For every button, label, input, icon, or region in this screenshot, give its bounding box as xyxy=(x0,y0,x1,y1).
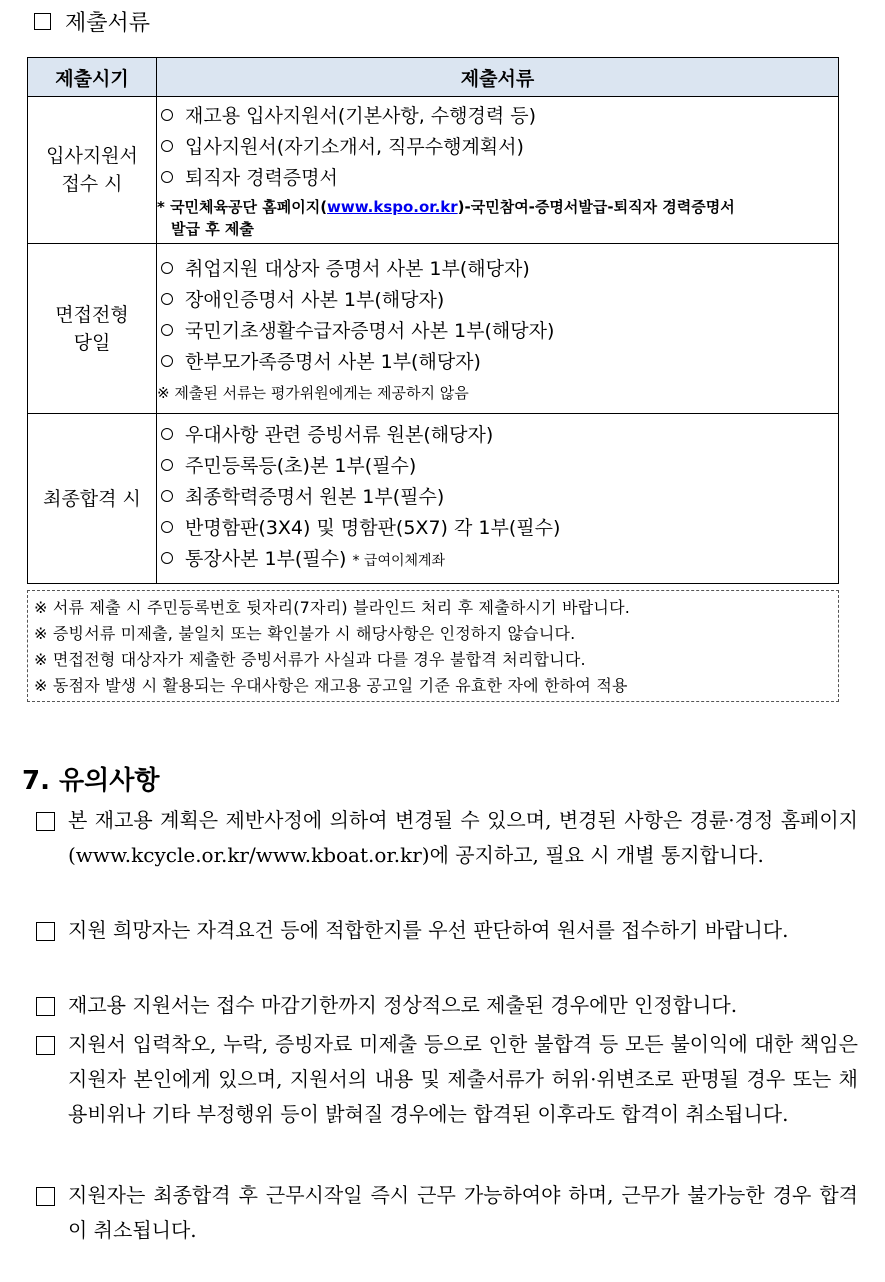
list-item: 국민기초생활수급자증명서 사본 1부(해당자) xyxy=(157,316,838,347)
stage-text: 당일 xyxy=(73,331,111,354)
remarks-box xyxy=(27,590,839,702)
table-row xyxy=(28,244,839,414)
header-documents: 제출서류 xyxy=(157,58,839,97)
remark-line: ※ 동점자 발생 시 활용되는 우대사항은 재고용 공고일 기준 유효한 자에 한하여 적용 xyxy=(34,676,628,695)
caution-text: 지원서 입력착오, 누락, 증빙자료 미제출 등으로 인한 불합격 등 모든 불이익에 대한 책임은 지원자 본인에게 있으며, 지원서의 내용 및 제출서류가 허위·위변조로 판명될 경우 또는 채용비위나 기타 부정행위 등이 밝혀질 경우에는 합격된 이후라도 합격이 취소됩니다. xyxy=(68,1032,858,1126)
caution-text: 본 재고용 계획은 제반사정에 의하여 변경될 수 있으며, 변경된 사항은 경륜·경정 홈페이지(www.kcycle.or.kr/www.kboat.or.kr)에 공지하고, 필요 시 개별 통지합니다. xyxy=(68,808,858,867)
list-item: 우대사항 관련 증빙서류 원본(해당자) xyxy=(157,420,838,451)
table-header-row xyxy=(28,58,839,97)
bullet-circle-icon xyxy=(161,262,173,274)
documents-cell xyxy=(157,414,839,584)
bullet-circle-icon xyxy=(161,490,173,502)
bullet-circle-icon xyxy=(161,324,173,336)
note-text: * 국민체육공단 홈페이지(www.kspo.or.kr)-국민참여-증명서발급-퇴직자 경력증명서 xyxy=(157,197,735,216)
list-item: 한부모가족증명서 사본 1부(해당자) xyxy=(157,347,838,378)
checkbox-icon xyxy=(34,13,51,30)
documents-cell xyxy=(157,244,839,414)
caution-item xyxy=(36,803,858,873)
header-stage: 제출시기 xyxy=(28,58,157,97)
kspo-link[interactable]: www.kspo.or.kr xyxy=(327,197,458,216)
bullet-circle-icon xyxy=(161,293,173,305)
documents-cell xyxy=(157,97,839,244)
caution-item xyxy=(36,913,858,948)
bullet-circle-icon xyxy=(161,428,173,440)
bullet-circle-icon xyxy=(161,355,173,367)
bullet-circle-icon xyxy=(161,140,173,152)
list-item: 취업지원 대상자 증명서 사본 1부(해당자) xyxy=(157,254,838,285)
heading-text: 제출서류 xyxy=(65,11,151,36)
caution-text: 재고용 지원서는 접수 마감기한까지 정상적으로 제출된 경우에만 인정합니다. xyxy=(68,993,738,1017)
bullet-circle-icon xyxy=(161,109,173,121)
list-item: 재고용 입사지원서(기본사항, 수행경력 등) xyxy=(157,101,838,132)
caution-item xyxy=(36,1027,858,1132)
remark-line: ※ 서류 제출 시 주민등록번호 뒷자리(7자리) 블라인드 처리 후 제출하시기 바랍니다. xyxy=(34,598,631,617)
section-heading xyxy=(34,6,150,37)
bullet-circle-icon xyxy=(161,521,173,533)
table-row xyxy=(28,414,839,584)
documents-table xyxy=(27,57,839,584)
stage-cell xyxy=(28,97,157,244)
checkbox-icon xyxy=(36,1187,55,1206)
bullet-circle-icon xyxy=(161,171,173,183)
stage-cell xyxy=(28,414,157,584)
checkbox-icon xyxy=(36,812,55,831)
item-note: * 급여이체계좌 xyxy=(352,553,446,569)
caution-item xyxy=(36,1178,858,1248)
checkbox-icon xyxy=(36,922,55,941)
bullet-circle-icon xyxy=(161,552,173,564)
list-item: 장애인증명서 사본 1부(해당자) xyxy=(157,285,838,316)
table-row xyxy=(28,97,839,244)
section-title: 7. 유의사항 xyxy=(22,766,160,796)
bullet-circle-icon xyxy=(161,459,173,471)
list-item: 통장사본 1부(필수) * 급여이체계좌 xyxy=(157,544,838,577)
list-item: 퇴직자 경력증명서 xyxy=(157,163,838,194)
remark-line: ※ 증빙서류 미제출, 불일치 또는 확인불가 시 해당사항은 인정하지 않습니다. xyxy=(34,624,576,643)
stage-text: 입사지원서 xyxy=(46,145,138,167)
caution-item xyxy=(36,988,858,1023)
note-text: 발급 후 제출 xyxy=(171,219,254,238)
list-item: 주민등록등(초)본 1부(필수) xyxy=(157,451,838,482)
list-item: 입사지원서(자기소개서, 직무수행계획서) xyxy=(157,132,838,163)
list-item: 반명함판(3X4) 및 명함판(5X7) 각 1부(필수) xyxy=(157,513,838,544)
remark-line: ※ 면접전형 대상자가 제출한 증빙서류가 사실과 다를 경우 불합격 처리합니다. xyxy=(34,650,586,669)
note-text: ※ 제출된 서류는 평가위원에게는 제공하지 않음 xyxy=(157,383,469,402)
stage-text: 면접전형 xyxy=(55,303,129,326)
checkbox-icon xyxy=(36,997,55,1016)
list-item: 최종학력증명서 원본 1부(필수) xyxy=(157,482,838,513)
checkbox-icon xyxy=(36,1036,55,1055)
caution-text: 지원자는 최종합격 후 근무시작일 즉시 근무 가능하여야 하며, 근무가 불가능한 경우 합격이 취소됩니다. xyxy=(68,1183,858,1242)
stage-text: 최종합격 시 xyxy=(43,487,141,510)
stage-text: 접수 시 xyxy=(61,173,123,195)
caution-text: 지원 희망자는 자격요건 등에 적합한지를 우선 판단하여 원서를 접수하기 바랍니다. xyxy=(68,918,789,942)
stage-cell xyxy=(28,244,157,414)
